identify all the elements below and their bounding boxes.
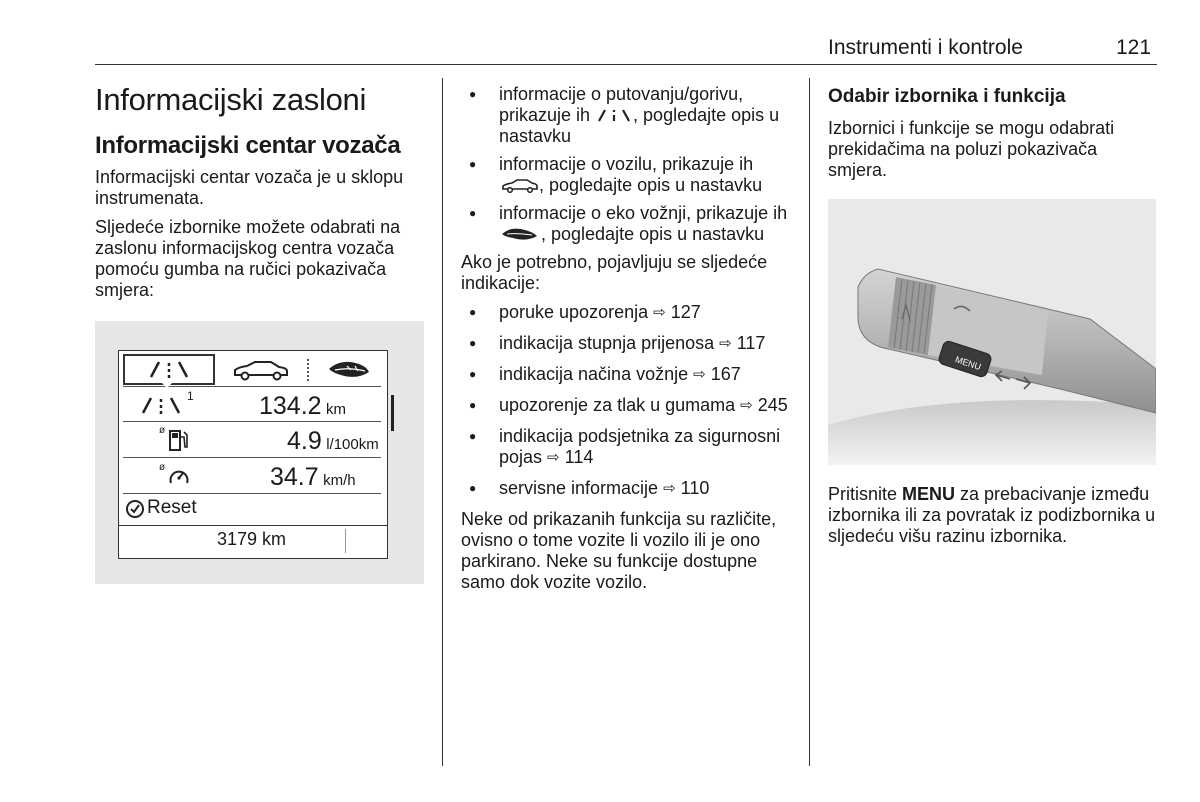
scroll-indicator: [391, 395, 394, 431]
distance-value: 134.2: [259, 392, 322, 420]
paragraph: Sljedeće izbornike možete odabrati na zaslonu informacijskog centra vozača pomoću gumba na ručici pokazivača smjera:: [95, 217, 401, 300]
row-divider: [123, 493, 381, 494]
ref-arrow-icon: ⇨: [663, 480, 676, 497]
fuel-pump-icon: [169, 429, 191, 453]
list-item: [461, 302, 791, 324]
list-item: [461, 84, 791, 147]
average-symbol: ø: [159, 425, 166, 436]
header-rule: [95, 64, 1157, 65]
stalk-drawing: [828, 199, 1156, 465]
menu-bullet-list: [461, 84, 791, 245]
column-3: [828, 86, 1158, 181]
speedometer-icon: [168, 466, 190, 488]
bullet-text: upozorenje za tlak u gumama: [499, 395, 736, 415]
speed-readout: [239, 463, 381, 492]
distance-readout: [239, 392, 381, 421]
list-item: [461, 426, 791, 469]
tab-pointer: [162, 383, 172, 388]
section-heading: Odabir izbornika i funkcija: [828, 86, 1066, 107]
section-title: Instrumenti i kontrole: [828, 36, 1023, 59]
odometer-divider: [345, 529, 346, 553]
eco-leaf-icon: [311, 356, 383, 383]
info-display-illustration: [95, 321, 424, 584]
page-number: 121: [1116, 36, 1152, 59]
trip-icon: [595, 107, 633, 123]
list-item: [461, 478, 791, 500]
paragraph: Izbornici i funkcije se mogu odabrati prekidačima na poluzi pokazivača smjera.: [828, 118, 1115, 180]
check-circle-icon: [125, 498, 147, 520]
row-divider: [119, 525, 387, 526]
paragraph: Neke od prikazanih funkcija su različite, ovisno o tome vozite li vozilo ili je ono parkirano. Neke su funkcije dostupne samo dok vozite vozilo.: [461, 509, 777, 592]
menu-keyword: MENU: [902, 484, 956, 504]
car-icon: [499, 177, 539, 193]
turn-signal-stalk-illustration: [828, 199, 1156, 465]
paragraph: Informacijski centar vozača je u sklopu instrumenata.: [95, 167, 404, 208]
car-icon: [215, 356, 305, 383]
trip-superscript: 1: [187, 389, 194, 403]
fuel-readout: [239, 427, 381, 456]
list-item: [461, 333, 791, 355]
tab-trip: [123, 354, 215, 385]
bullet-text: , pogledajte opis u nastavku: [539, 175, 763, 195]
bullet-text: indikacija podsjetnika za sigurnosni pojas: [499, 426, 781, 467]
trip-icon: [125, 356, 213, 383]
tab-separator: [307, 359, 310, 381]
page-ref[interactable]: 127: [670, 302, 701, 322]
list-item: [461, 395, 791, 417]
average-symbol: ø: [159, 462, 166, 473]
section-subtitle: Informacijski centar vozača: [95, 132, 401, 159]
indication-list: [461, 302, 791, 500]
dic-screen: [118, 350, 388, 559]
distance-unit: km: [326, 401, 347, 418]
odometer-value: 3179 km: [217, 529, 287, 549]
ref-arrow-icon: ⇨: [693, 366, 706, 383]
speed-unit: km/h: [323, 472, 356, 489]
fuel-value: 4.9: [287, 427, 322, 455]
bullet-text: indikacija načina vožnje: [499, 364, 689, 384]
page-ref[interactable]: 245: [757, 395, 788, 415]
bullet-text: informacije o eko vožnji, prikazuje ih: [499, 203, 788, 223]
page-ref[interactable]: 167: [710, 364, 741, 384]
list-item: [461, 154, 791, 196]
ref-arrow-icon: ⇨: [719, 335, 732, 352]
bullet-text: , pogledajte opis u nastavku: [499, 105, 780, 146]
bullet-text: informacije o vozilu, prikazuje ih: [499, 154, 754, 174]
reset-label: Reset: [147, 497, 197, 518]
list-item: [461, 364, 791, 386]
speed-value: 34.7: [270, 463, 319, 491]
fuel-unit: l/100km: [326, 436, 379, 453]
page-ref[interactable]: 114: [564, 447, 594, 467]
page-ref[interactable]: 117: [736, 333, 766, 353]
ref-arrow-icon: ⇨: [740, 397, 753, 414]
ref-arrow-icon: ⇨: [653, 304, 666, 321]
tab-vehicle: [215, 356, 305, 383]
column-1: [95, 82, 425, 301]
text-run: za prebacivanje između izbornika ili za povratak iz podizbornika u sljedeću višu razinu izbornika.: [828, 484, 1156, 546]
column-2: [461, 84, 791, 593]
main-title: Informacijski zasloni: [95, 82, 367, 117]
bullet-text: servisne informacije: [499, 478, 659, 498]
row-divider: [123, 421, 381, 422]
ref-arrow-icon: ⇨: [547, 449, 560, 466]
bullet-text: indikacija stupnja prijenosa: [499, 333, 715, 353]
tab-eco: [311, 356, 383, 383]
bullet-text: , pogledajte opis u nastavku: [541, 224, 765, 244]
paragraph: Ako je potrebno, pojavljuju se sljedeće indikacije:: [461, 252, 768, 293]
eco-leaf-icon: [499, 226, 541, 242]
row-divider: [123, 457, 381, 458]
page-ref[interactable]: 110: [680, 478, 710, 498]
column-divider: [809, 78, 810, 766]
trip-1-label: [141, 391, 187, 417]
list-item: [461, 203, 791, 245]
column-divider: [442, 78, 443, 766]
text-run: Pritisnite: [828, 484, 903, 504]
menu-button-label: MENU: [953, 354, 983, 373]
trip-icon: [141, 391, 187, 417]
bullet-text: informacije o putovanju/gorivu, prikazuje ih: [499, 84, 744, 125]
paragraph: [828, 484, 1158, 547]
bullet-text: poruke upozorenja: [499, 302, 649, 322]
menu-instruction: [828, 484, 1158, 547]
